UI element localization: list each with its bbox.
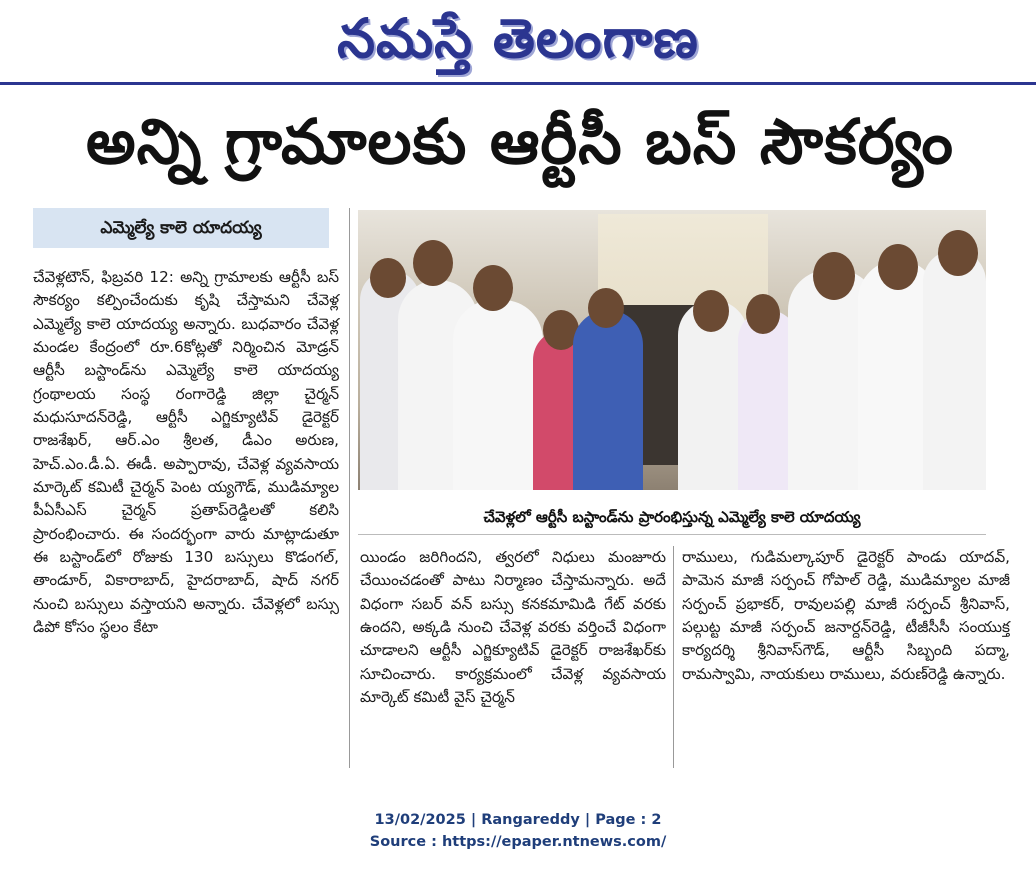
photo-figure (573, 310, 643, 490)
article-headline: అన్ని గ్రామాలకు ఆర్టీసీ బస్ సౌకర్యం (86, 105, 954, 178)
column-divider (673, 546, 674, 768)
footer-source: Source : https://epaper.ntnews.com/ (369, 834, 667, 850)
masthead-divider (0, 82, 1036, 85)
footer-date-edition: 13/02/2025 | Rangareddy | Page : 2 (374, 812, 662, 828)
photo-figure (923, 250, 986, 490)
photo-figure-head (938, 230, 978, 276)
masthead-logo: నమస్తే తెలంగాణ (337, 7, 699, 70)
photo-figure-head (588, 288, 624, 328)
photo-caption: చేవెళ్లలో ఆర్టీసీ బస్టాండ్‌ను ప్రారంభిస్తున్న ఎమ్మెల్యే కాలె యాదయ్య (358, 500, 986, 535)
article-byline: ఎమ్మెల్యే కాలె యాదయ్య (33, 208, 329, 248)
column-3-text: రాములు, గుడిమల్కాపూర్ డైరెక్టర్ పాండు యాదవ్, పామెన మాజీ సర్పంచ్ గోపాల్ రెడ్డి, ముడిమ్యాల మాజీ సర్పంచ్ ప్రభాకర్, రావులపల్లి మాజీ సర్పంచ్ శ్రీనివాస్, పల్గుట్ట మాజీ సర్పంచ్ జనార్దన్‌రెడ్డి, టీజీసీసీ సంయుక్త కార్యదర్శి శ్రీనివాస్‌గౌడ్, ఆర్టీసీ సిబ్బంది పద్మా, రామస్వామి, నాయకులు రాములు, వరుణ్‌రెడ్డి ఉన్నారు. (682, 548, 1010, 683)
article-photo (358, 210, 986, 490)
photo-figure-head (878, 244, 918, 290)
photo-figure-head (693, 290, 729, 332)
column-divider (349, 208, 350, 768)
article-column-1 (33, 266, 339, 640)
column-1-text: చేవెళ్లటౌన్, ఫిబ్రవరి 12: అన్ని గ్రామాలకు ఆర్టీసీ బస్ సౌకర్యం కల్పించేందుకు కృషి చేస్తామని చేవెళ్ల ఎమ్మెల్యే కాలె యాదయ్య అన్నారు. బుధవారం చేవెళ్ల మండల కేంద్రంలో రూ.6కోట్లతో నిర్మించిన మోడ్రన్ ఆర్టీసీ బస్టాండ్‌ను ఎమ్మెల్యే కాలె యాదయ్య గ్రంథాలయ సంస్థ రంగారెడ్డి జిల్లా చైర్మన్ మధుసూదన్‌రెడ్డి, ఆర్టీసీ ఎగ్జిక్యూటివ్ డైరెక్టర్ రాజశేఖర్, ఆర్.ఎం శ్రీలత, డీఎం అరుణ, హెచ్.ఎం.డీ.ఏ. ఈడీ. అప్పారావు, చేవెళ్ల వ్యవసాయ మార్కెట్ కమిటీ చైర్మన్ పెంట య్యగౌడ్, ముడిమ్యాల పీఏసీఎస్ చైర్మన్ ప్రతాప్‌రెడ్డిలతో కలిసి ప్రారంభించారు. ఈ సందర్భంగా వారు మాట్లాడుతూ ఈ బస్టాండ్‌లో రోజుకు 130 బస్సులు కొడంగల్, తాండూర్, వికారాబాద్, హైదరాబాద్, షాద్ నగర్ నుంచి బస్సులు వస్తాయని అన్నారు. చేవెళ్లలో బస్సు డిపో కోసం స్థలం కేటా (33, 268, 339, 637)
photo-figure-head (813, 252, 855, 300)
photo-figure-head (370, 258, 406, 298)
photo-figure-head (746, 294, 780, 334)
photo-figure-head (473, 265, 513, 311)
photo-figure (453, 300, 543, 490)
article-column-2 (360, 546, 666, 709)
article-column-3 (682, 546, 1010, 686)
column-2-text: యిండం జరిగిందని, త్వరలో నిధులు మంజూరు చేయించడంతో పాటు నిర్మాణం చేస్తామన్నారు. అదే విధంగా సబర్ వన్ బస్సు కనకమామిడి గేట్ వరకు ఉందని, అక్కడి నుంచి చేవెళ్ల వరకు వర్తించే విధంగా చూడాలని ఆర్టీసీ ఎగ్జిక్యూటివ్ డైరెక్టర్ రాజశేఖర్‌కు సూచించారు. కార్యక్రమంలో చేవెళ్ల వ్యవసాయ మార్కెట్ కమిటీ వైస్ చైర్మన్ (360, 548, 666, 707)
photo-figure-head (413, 240, 453, 286)
